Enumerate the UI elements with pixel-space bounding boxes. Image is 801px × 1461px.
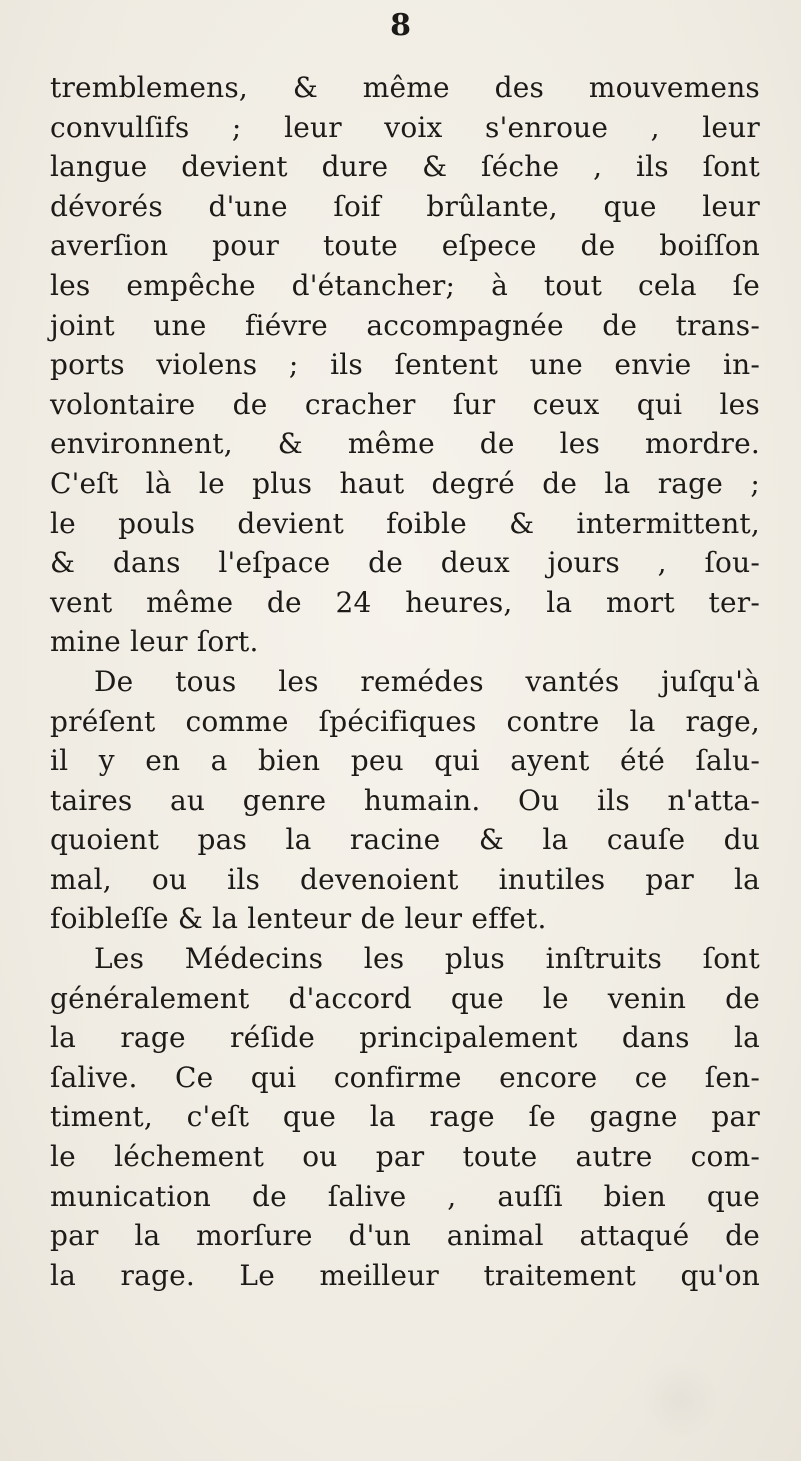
text-line: préſent comme ſpécifiques contre la rage, <box>50 704 760 738</box>
text-line: la rage réſide principalement dans la <box>50 1021 760 1055</box>
text-line: tremblemens, & même des mouvemens <box>50 71 760 104</box>
text-line: par la morſure d'un animal attaqué de <box>50 1219 760 1253</box>
text-line: mine leur ſort. <box>50 625 259 659</box>
text-line: foibleſſe & la lenteur de leur effet. <box>50 902 547 936</box>
text-line: munication de ſalive , auſſi bien que <box>50 1179 760 1213</box>
text-line: taires au genre humain. Ou ils n'atta- <box>50 783 760 817</box>
paper-stain <box>640 1360 720 1440</box>
text-line: vent même de 24 heures, la mort ter- <box>50 585 760 619</box>
text-line: mal, ou ils devenoient inutiles par la <box>50 862 760 896</box>
text-line: averſion pour toute eſpece de boiſſon <box>50 229 760 263</box>
text-line: C'eſt là le plus haut degré de la rage ; <box>50 466 760 500</box>
text-line: dévorés d'une ſoif brûlante, que leur <box>50 189 760 223</box>
text-line: Les Médecins les plus inſtruits ſont <box>94 942 760 976</box>
text-line: la rage. Le meilleur traitement qu'on <box>50 1258 760 1292</box>
text-line: le léchement ou par toute autre com- <box>50 1140 760 1174</box>
body-text <box>50 68 760 1295</box>
text-line: environnent, & même de les mordre. <box>50 427 760 461</box>
text-line: joint une fiévre accompagnée de trans- <box>50 308 760 342</box>
text-line: les empêche d'étancher; à tout cela ſe <box>50 268 760 302</box>
text-line: convulſifs ; leur voix s'enroue , leur <box>50 110 760 144</box>
text-line: généralement d'accord que le venin de <box>50 981 760 1015</box>
text-line: le pouls devient foible & intermittent, <box>50 506 760 540</box>
text-line: volontaire de cracher ſur ceux qui les <box>50 387 760 421</box>
text-line: De tous les remédes vantés juſqu'à <box>94 664 760 698</box>
text-line: timent, c'eſt que la rage ſe gagne par <box>50 1100 760 1134</box>
text-line: & dans l'eſpace de deux jours , ſou- <box>50 546 760 580</box>
text-line: langue devient dure & ſéche , ils ſont <box>50 150 760 184</box>
page-number: 8 <box>390 8 411 43</box>
text-line: il y en a bien peu qui ayent été ſalu- <box>50 744 760 778</box>
text-line: ports violens ; ils ſentent une envie in- <box>50 348 760 382</box>
text-line: quoient pas la racine & la cauſe du <box>50 823 760 857</box>
text-line: ſalive. Ce qui confirme encore ce ſen- <box>50 1060 760 1094</box>
